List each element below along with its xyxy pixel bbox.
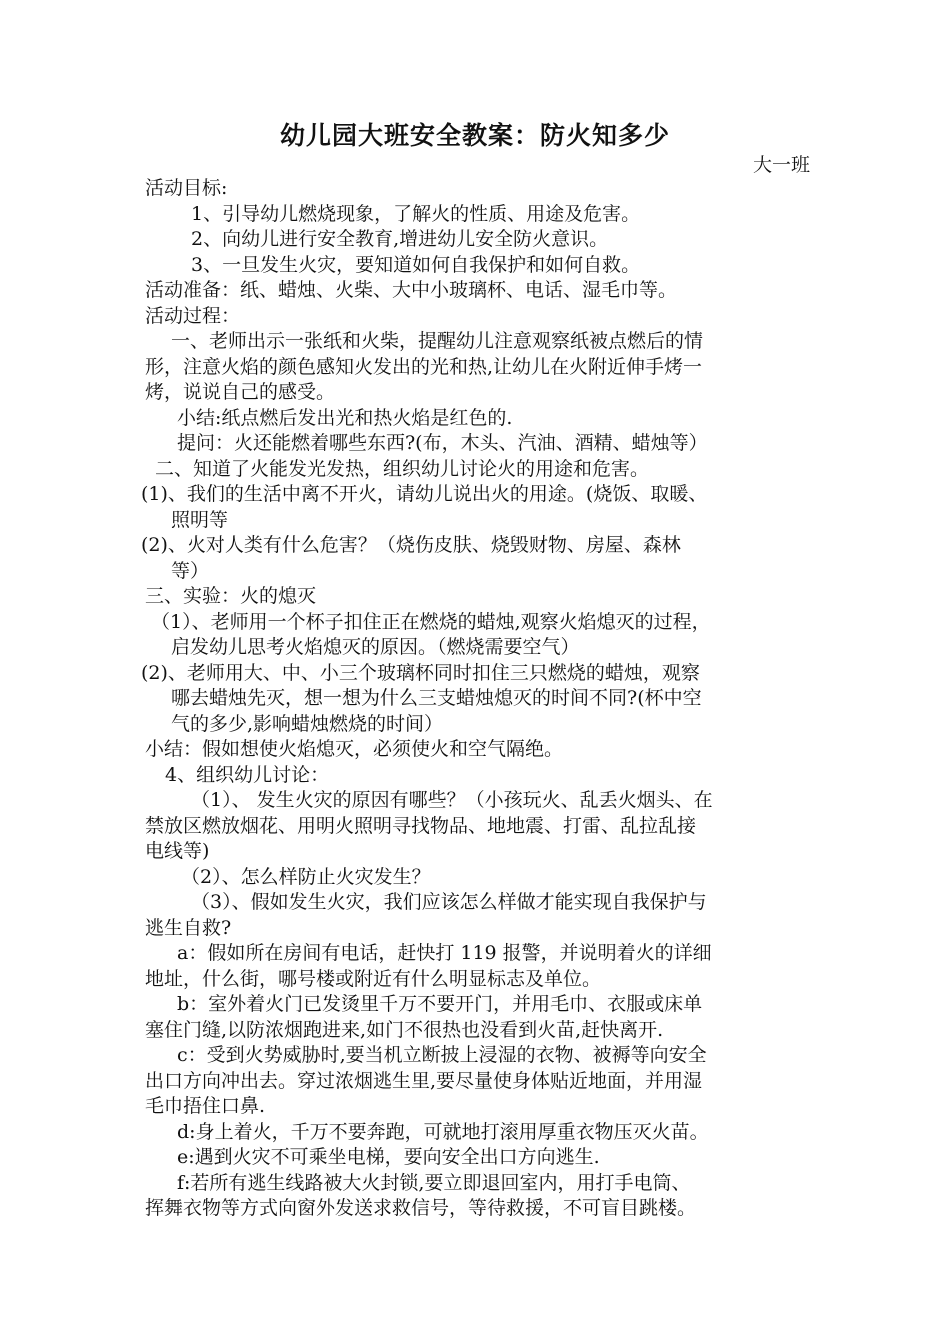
text-line: 一、老师出示一张纸和火柴，提醒幼儿注意观察纸被点燃后的情 [171, 330, 704, 352]
goal-item: 3、一旦发生火灾，要知道如何自我保护和如何自救。 [191, 253, 641, 276]
text-line: 地址，什么街，哪号楼或附近有什么明显标志及单位。 [145, 967, 602, 990]
class-name: 大一班 [752, 154, 810, 176]
document-title: 幼儿园大班安全教案：防火知多少 [279, 121, 670, 150]
text-line: 二、知道了火能发光发热，组织幼儿讨论火的用途和危害。 [155, 457, 650, 480]
text-line: 启发幼儿思考火焰熄灭的原因。（燃烧需要空气） [171, 636, 580, 658]
goal-item: 2、向幼儿进行安全教育,增进幼儿安全防火意识。 [191, 228, 609, 250]
text-line: f:若所有逃生线路被大火封锁,要立即退回室内，用打手电筒、 [177, 1171, 691, 1194]
text-line: b：室外着火门已发烫里千万不要开门，并用毛巾、衣服或床单 [177, 993, 703, 1015]
text-line: （1）、老师用一个杯子扣住正在燃烧的蜡烛,观察火焰熄灭的过程， [151, 610, 711, 633]
text-line: 照明等 [171, 508, 229, 531]
text-line: 气的多少,影响蜡烛燃烧的时间） [171, 712, 444, 735]
text-line: 塞住门缝,以防浓烟跑进来,如门不很热也没看到火苗,赶快离开. [145, 1018, 664, 1041]
text-line: 哪去蜡烛先灭，想一想为什么三支蜡烛熄灭的时间不同?(杯中空 [171, 687, 702, 709]
text-line: 小结：假如想使火焰熄灭，必须使火和空气隔绝。 [145, 738, 564, 760]
text-line: 出口方向冲出去。穿过浓烟逃生里,要尽量使身体贴近地面，并用湿 [145, 1069, 703, 1092]
section-heading-process: 活动过程： [145, 304, 241, 327]
text-line: 毛巾捂住口鼻. [145, 1095, 266, 1117]
text-line: 等） [171, 559, 210, 582]
text-line: （1）、 发生火灾的原因有哪些？（小孩玩火、乱丢火烟头、在 [191, 789, 713, 811]
text-line: c：受到火势威胁时,要当机立断披上浸湿的衣物、被褥等向安全 [177, 1044, 707, 1066]
text-line: 小结:纸点燃后发出光和热火焰是红色的. [177, 406, 513, 429]
text-line: d:身上着火，千万不要奔跑，可就地打滚用厚重衣物压灭火苗。 [177, 1120, 709, 1143]
text-line: (2)、老师用大、中、小三个玻璃杯同时扣住三只燃烧的蜡烛，观察 [141, 661, 700, 684]
section-preparation: 活动准备：纸、蜡烛、火柴、大中小玻璃杯、电话、湿毛巾等。 [145, 279, 678, 301]
text-line: a：假如所在房间有电话，赶快打 119 报警，并说明着火的详细 [177, 942, 712, 964]
text-line: 三、实验：火的熄灭 [145, 585, 317, 607]
text-line: 逃生自救? [145, 916, 232, 939]
text-line: 禁放区燃放烟花、用明火照明寻找物品、地地震、打雷、乱拉乱接 [145, 814, 697, 837]
goal-item: 1、引导幼儿燃烧现象，了解火的性质、用途及危害。 [191, 202, 641, 225]
text-line: (1)、我们的生活中离不开火，请幼儿说出火的用途。(烧饭、取暖、 [141, 483, 708, 505]
text-line: （3）、假如发生火灾，我们应该怎么样做才能实现自我保护与 [191, 891, 707, 913]
text-line: 形，注意火焰的颜色感知火发出的光和热,让幼儿在火附近伸手烤一 [145, 355, 703, 378]
text-line: （2）、怎么样防止火灾发生？ [181, 865, 431, 888]
text-line: e:遇到火灾不可乘坐电梯，要向安全出口方向逃生. [177, 1146, 600, 1168]
text-line: 电线等) [145, 840, 210, 862]
text-line: 挥舞衣物等方式向窗外发送求救信号，等待救援，不可盲目跳楼。 [145, 1197, 697, 1219]
text-line: (2)、火对人类有什么危害？（烧伤皮肤、烧毁财物、房屋、森林 [141, 534, 681, 556]
text-line: 4、组织幼儿讨论： [165, 763, 330, 786]
document-body [141, 176, 810, 1222]
text-line: 烤，说说自己的感受。 [145, 381, 336, 403]
section-heading-goals: 活动目标: [145, 177, 228, 199]
text-line: 提问：火还能燃着哪些东西?(布，木头、汽油、酒精、蜡烛等） [177, 432, 708, 454]
